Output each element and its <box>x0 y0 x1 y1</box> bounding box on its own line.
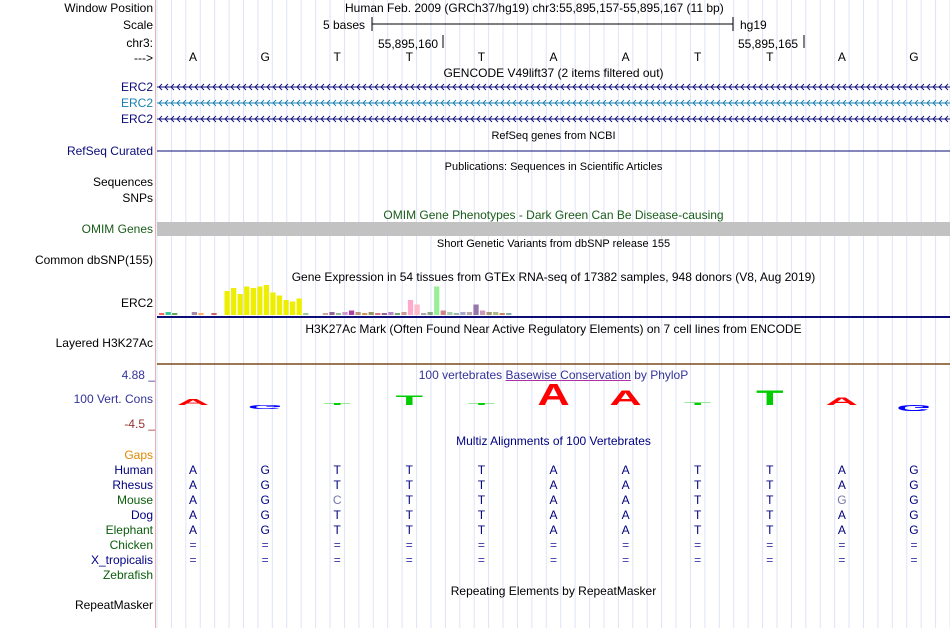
aligned-base: A <box>621 523 630 537</box>
gtex-tissue-bar <box>434 287 439 316</box>
gtex-tissue-bar <box>487 312 492 315</box>
aligned-base: T <box>405 523 413 537</box>
aligned-base: = <box>766 553 774 567</box>
aligned-base: G <box>909 463 919 477</box>
aligned-base: G <box>260 493 270 507</box>
gtex-tissue-bar <box>388 312 393 315</box>
gtex-tissue-bar <box>395 313 400 315</box>
aligned-base: T <box>694 493 702 507</box>
publications-label-snps[interactable]: SNPs <box>122 191 153 205</box>
refseq-curated-label[interactable]: RefSeq Curated <box>66 144 153 158</box>
phylop-logo-letter: A <box>176 397 210 407</box>
phylop-logo-letter: A <box>537 377 570 413</box>
aligned-base: = <box>622 538 630 552</box>
gtex-tissue-bar <box>211 313 216 315</box>
phylop-logo-letter: G <box>247 403 283 410</box>
h3k27ac-track-title[interactable]: H3K27Ac Mark (Often Found Near Active Regulatory Elements) on 7 cell lines from ENCODE <box>305 322 802 336</box>
aligned-base: T <box>405 463 413 477</box>
phylop-title-link[interactable]: Basewise Conservation <box>505 368 631 382</box>
publications-label-sequences[interactable]: Sequences <box>92 175 153 189</box>
aligned-base: = <box>405 553 413 567</box>
aligned-base: A <box>549 478 558 492</box>
aligned-base: G <box>909 523 919 537</box>
reference-base: T <box>405 50 413 64</box>
gtex-tissue-bar <box>369 312 374 315</box>
gtex-erc2-label[interactable]: ERC2 <box>120 296 153 310</box>
gtex-tissue-bar <box>225 291 230 315</box>
aligned-base: = <box>477 538 485 552</box>
gtex-tissue-bar <box>493 312 498 315</box>
aligned-base: T <box>333 478 341 492</box>
gtex-tissue-bar <box>460 312 465 315</box>
window-position-text: Human Feb. 2009 (GRCh37/hg19) chr3:55,895,157-55,895,167 (11 bp) <box>345 1 724 15</box>
aligned-base: A <box>621 463 630 477</box>
gtex-tissue-bar <box>329 312 334 315</box>
aligned-base: = <box>838 553 846 567</box>
aligned-base: = <box>477 553 485 567</box>
gtex-tissue-bar <box>270 293 275 316</box>
gtex-tissue-bar <box>473 305 478 316</box>
species-label[interactable]: Mouse <box>116 493 153 507</box>
gtex-tissue-bar <box>303 313 308 315</box>
aligned-base: T <box>405 508 413 522</box>
aligned-base: T <box>766 463 774 477</box>
gtex-tissue-bar <box>506 313 511 315</box>
multiz-gaps-label[interactable]: Gaps <box>124 448 153 462</box>
reference-base: A <box>621 50 630 64</box>
species-label[interactable]: X_tropicalis <box>90 553 153 567</box>
gencode-item-label-1[interactable]: ERC2 <box>120 80 153 94</box>
phylop-logo-letter: T <box>756 386 784 410</box>
gtex-tissue-bar <box>428 312 433 315</box>
aligned-base: T <box>477 478 486 492</box>
phylop-logo-letter: T <box>467 402 496 406</box>
scale-assembly-text: hg19 <box>740 18 767 32</box>
gencode-item-label-2[interactable]: ERC2 <box>120 96 153 110</box>
aligned-base: T <box>477 508 486 522</box>
position-right-text: 55,895,165 <box>738 37 799 51</box>
aligned-base: A <box>189 493 198 507</box>
aligned-base: A <box>837 523 846 537</box>
aligned-base: G <box>837 493 847 507</box>
aligned-base: G <box>260 508 270 522</box>
aligned-base: T <box>766 508 774 522</box>
aligned-base: = <box>622 553 630 567</box>
aligned-base: T <box>477 493 486 507</box>
aligned-base: T <box>694 523 702 537</box>
repeatmasker-track-title[interactable]: Repeating Elements by RepeatMasker <box>450 584 657 598</box>
reference-base: T <box>766 50 774 64</box>
aligned-base: = <box>910 553 918 567</box>
aligned-base: = <box>333 553 341 567</box>
aligned-base: A <box>621 493 630 507</box>
reference-base: G <box>909 50 919 64</box>
multiz-track-title[interactable]: Multiz Alignments of 100 Vertebrates <box>456 434 651 448</box>
gtex-tissue-bar <box>480 311 485 316</box>
phylop-logo-letter: T <box>323 402 351 406</box>
aligned-base: A <box>621 508 630 522</box>
aligned-base: A <box>549 463 558 477</box>
common-dbsnp-label[interactable]: Common dbSNP(155) <box>34 253 153 267</box>
phylop-title-suffix: by PhyloP <box>630 368 689 382</box>
aligned-base: T <box>694 508 702 522</box>
species-label[interactable]: Dog <box>130 508 153 522</box>
aligned-base: = <box>549 553 557 567</box>
gtex-tissue-bar <box>408 300 413 315</box>
species-label[interactable]: Chicken <box>109 538 153 552</box>
aligned-base: = <box>405 538 413 552</box>
phylop-logo-letter: G <box>896 403 932 413</box>
gtex-tissue-bar <box>166 312 171 315</box>
gtex-tissue-bar <box>454 313 459 315</box>
aligned-base: = <box>261 553 269 567</box>
species-label[interactable]: Elephant <box>105 523 153 537</box>
aligned-base: G <box>260 478 270 492</box>
aligned-base: = <box>694 553 702 567</box>
phylop-logo-letter: A <box>609 386 642 410</box>
gtex-tissue-bar <box>172 313 177 315</box>
gtex-tissue-bar <box>283 300 288 315</box>
reference-base: G <box>260 50 270 64</box>
phylop-logo-letter: T <box>395 393 424 409</box>
phylop-track-label[interactable]: 100 Vert. Cons <box>73 392 153 406</box>
publications-track-title[interactable]: Publications: Sequences in Scientific Articles <box>444 161 663 173</box>
scale-bases-text: 5 bases <box>323 18 366 32</box>
phylop-min-label: -4.5 _ <box>124 417 155 431</box>
omim-track-title[interactable]: OMIM Gene Phenotypes - Dark Green Can Be Disease-causing <box>383 208 724 222</box>
aligned-base: G <box>260 523 270 537</box>
gencode-item-label-3[interactable]: ERC2 <box>120 112 153 126</box>
gtex-tissue-bar <box>323 313 328 315</box>
reference-base: A <box>549 50 558 64</box>
gtex-tissue-bar <box>421 313 426 315</box>
gtex-tissue-bar <box>290 302 295 316</box>
dbsnp-track-title[interactable]: Short Genetic Variants from dbSNP release 155 <box>436 238 671 250</box>
gtex-tissue-bar <box>382 313 387 315</box>
reference-base: T <box>477 50 486 64</box>
gtex-tissue-bar <box>414 305 419 316</box>
species-label[interactable]: Rhesus <box>112 478 153 492</box>
aligned-base: T <box>405 478 413 492</box>
gtex-tissue-bar <box>244 287 249 316</box>
omim-bar <box>157 222 950 236</box>
phylop-track-title[interactable] <box>157 368 950 382</box>
aligned-base: T <box>477 523 486 537</box>
phylop-logo-letter: A <box>825 394 859 408</box>
gtex-tissue-bar <box>251 288 256 315</box>
reference-base: A <box>189 50 198 64</box>
aligned-base: C <box>332 493 342 507</box>
aligned-base: A <box>189 478 198 492</box>
gtex-tissue-bar <box>231 288 236 315</box>
aligned-base: = <box>189 553 197 567</box>
aligned-base: A <box>837 508 846 522</box>
gtex-tissue-bar <box>264 285 269 315</box>
refseq-track-title[interactable]: RefSeq genes from NCBI <box>491 130 616 142</box>
gtex-tissue-bar <box>297 299 302 316</box>
aligned-base: = <box>189 538 197 552</box>
reference-base: T <box>694 50 702 64</box>
species-label[interactable]: Human <box>114 463 153 477</box>
aligned-base: A <box>837 478 846 492</box>
aligned-base: T <box>333 463 341 477</box>
aligned-base: T <box>694 478 702 492</box>
aligned-base: G <box>909 493 919 507</box>
aligned-base: A <box>189 463 198 477</box>
aligned-base: T <box>405 493 413 507</box>
aligned-base: = <box>261 538 269 552</box>
phylop-logo-letter: T <box>684 401 712 406</box>
phylop-max-label: 4.88 _ <box>121 368 155 382</box>
aligned-base: G <box>909 478 919 492</box>
reference-base: A <box>837 50 846 64</box>
aligned-base: = <box>333 538 341 552</box>
reference-base: T <box>333 50 341 64</box>
aligned-base: G <box>909 508 919 522</box>
gtex-tissue-bar <box>356 312 361 315</box>
gencode-track-title[interactable]: GENCODE V49lift37 (2 items filtered out) <box>443 66 664 80</box>
aligned-base: T <box>766 523 774 537</box>
aligned-base: = <box>766 538 774 552</box>
aligned-base: = <box>910 538 918 552</box>
gtex-tissue-bar <box>238 294 243 315</box>
species-label[interactable]: Zebrafish <box>102 568 153 582</box>
aligned-base: A <box>189 523 198 537</box>
gtex-tissue-bar <box>362 313 367 315</box>
layered-h3k27ac-label[interactable]: Layered H3K27Ac <box>55 336 153 350</box>
aligned-base: A <box>189 508 198 522</box>
gtex-tissue-bar <box>500 313 505 315</box>
aligned-base: A <box>621 478 630 492</box>
window-position-label: Window Position <box>64 1 153 15</box>
gtex-tissue-bar <box>401 312 406 315</box>
gtex-tissue-bar <box>375 313 380 315</box>
gtex-track-title[interactable]: Gene Expression in 54 tissues from GTEx RNA-seq of 17382 samples, 948 donors (V8, Aug 2019) <box>291 270 816 284</box>
strand-label: ---> <box>134 51 153 65</box>
gtex-tissue-bar <box>336 313 341 315</box>
gtex-tissue-bar <box>342 312 347 315</box>
aligned-base: T <box>766 478 774 492</box>
gtex-tissue-bar <box>192 312 197 315</box>
gtex-tissue-bar <box>198 313 203 315</box>
gtex-tissue-bar <box>257 287 262 316</box>
gtex-tissue-bar <box>277 296 282 316</box>
repeatmasker-label[interactable]: RepeatMasker <box>74 598 153 612</box>
aligned-base: T <box>694 463 702 477</box>
gtex-tissue-bar <box>467 312 472 315</box>
aligned-base: = <box>838 538 846 552</box>
aligned-base: G <box>260 463 270 477</box>
aligned-base: A <box>549 523 558 537</box>
gtex-tissue-bar <box>349 311 354 316</box>
aligned-base: = <box>549 538 557 552</box>
aligned-base: A <box>837 463 846 477</box>
aligned-base: A <box>549 493 558 507</box>
aligned-base: T <box>333 508 341 522</box>
aligned-base: T <box>477 463 486 477</box>
gtex-tissue-bar <box>441 311 446 316</box>
chrom-label: chr3: <box>126 36 153 50</box>
gtex-tissue-bar <box>159 313 164 315</box>
phylop-title-prefix: 100 vertebrates <box>418 368 506 382</box>
omim-genes-label[interactable]: OMIM Genes <box>81 222 153 236</box>
position-left-text: 55,895,160 <box>378 37 439 51</box>
gtex-tissue-bar <box>447 312 452 315</box>
aligned-base: = <box>694 538 702 552</box>
label-divider <box>155 0 156 628</box>
aligned-base: A <box>549 508 558 522</box>
aligned-base: T <box>766 493 774 507</box>
aligned-base: T <box>333 523 341 537</box>
scale-label: Scale <box>122 18 153 32</box>
